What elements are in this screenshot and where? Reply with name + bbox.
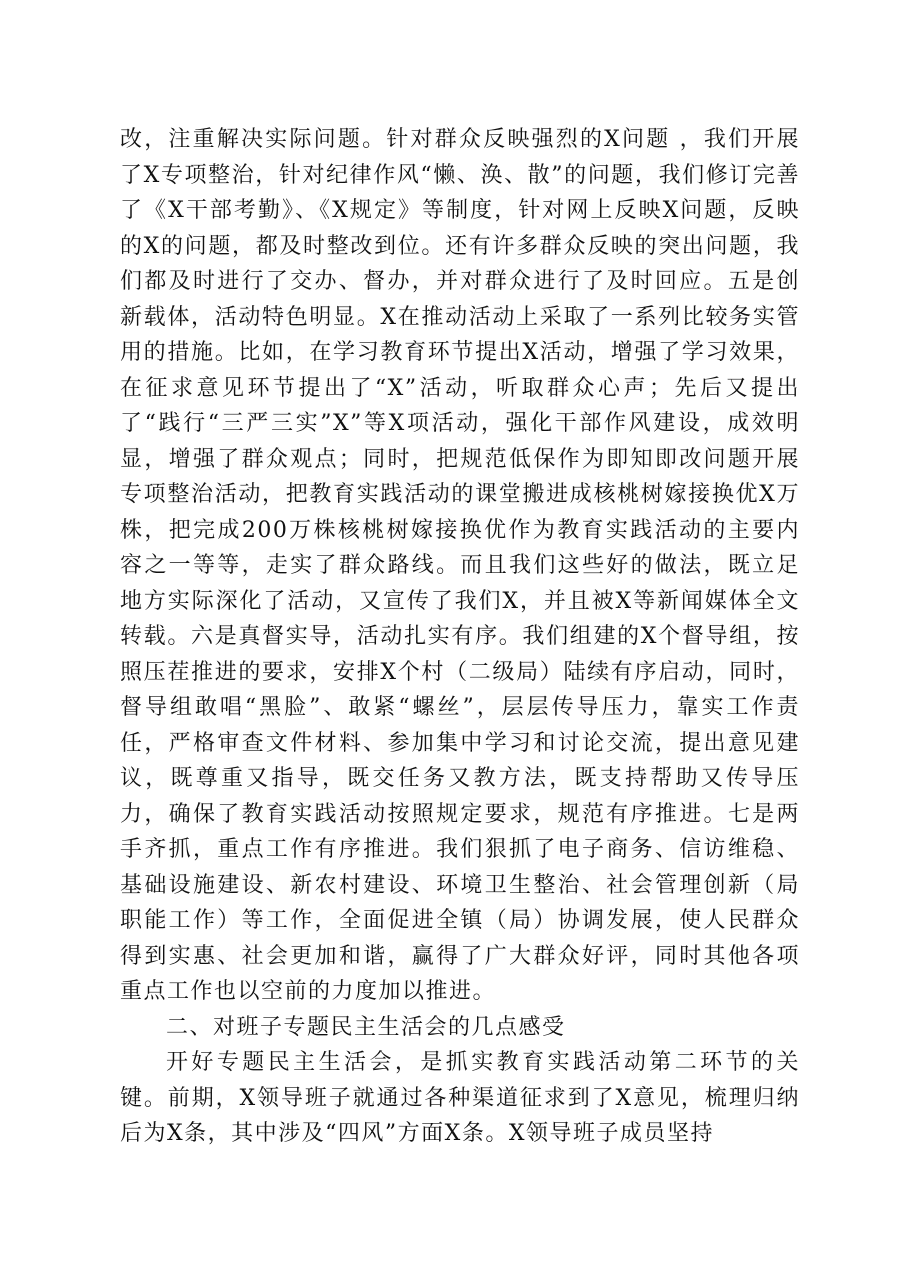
document-body: [120, 122, 800, 1152]
section-heading: 二、对班子专题民主生活会的几点感受: [166, 1014, 566, 1040]
body-paragraph-1: 改，注重解决实际问题。针对群众反映强烈的X问题 ，我们开展了X专项整治，针对纪律作风“懒、涣、散”的问题，我们修订完善了《X干部考勤》、《X规定》等制度，针对网上反映X问题，反映的X的问题，都及时整改到位。还有许多群众反映的突出问题，我们都及时进行了交办、督办，并对群众进行了及时回应。五是创新载体，活动特色明显。X在推动活动上采取了一系列比较务实管用的措施。比如，在学习教育环节提出X活动，增强了学习效果，在征求意见环节提出了“X”活动，听取群众心声；先后又提出了“践行“三严三实”X”等X项活动，强化干部作风建设，成效明显，增强了群众观点；同时，把规范低保作为即知即改问题开展专项整治活动，把教育实践活动的课堂搬进成核桃树嫁接换优X万株，把完成200万株核桃树嫁接换优作为教育实践活动的主要内容之一等等，走实了群众路线。而且我们这些好的做法，既立足地方实际深化了活动，又宣传了我们X，并且被X等新闻媒体全文转载。六是真督实导，活动扎实有序。我们组建的X个督导组，按照压茬推进的要求，安排X个村（二级局）陆续有序启动，同时，督导组敢唱“黑脸”、敢紧“螺丝”，层层传导压力，靠实工作责任，严格审查文件材料、参加集中学习和讨论交流，提出意见建议，既尊重又指导，既交任务又教方法，既支持帮助又传导压力，确保了教育实践活动按照规定要求，规范有序推进。七是两手齐抓，重点工作有序推进。我们狠抓了电子商务、信访维稳、基础设施建设、新农村建设、环境卫生整治、社会管理创新（局职能工作）等工作，全面促进全镇（局）协调发展，使人民群众得到实惠、社会更加和谐，赢得了广大群众好评，同时其他各项重点工作也以空前的力度加以推进。: [120, 127, 800, 1004]
body-paragraph-2: 开好专题民主生活会，是抓实教育实践活动第二环节的关键。前期，X领导班子就通过各种渠道征求到了X意见，梳理归纳后为X条，其中涉及“四风”方面X条。X领导班子成员坚持: [120, 1050, 800, 1146]
